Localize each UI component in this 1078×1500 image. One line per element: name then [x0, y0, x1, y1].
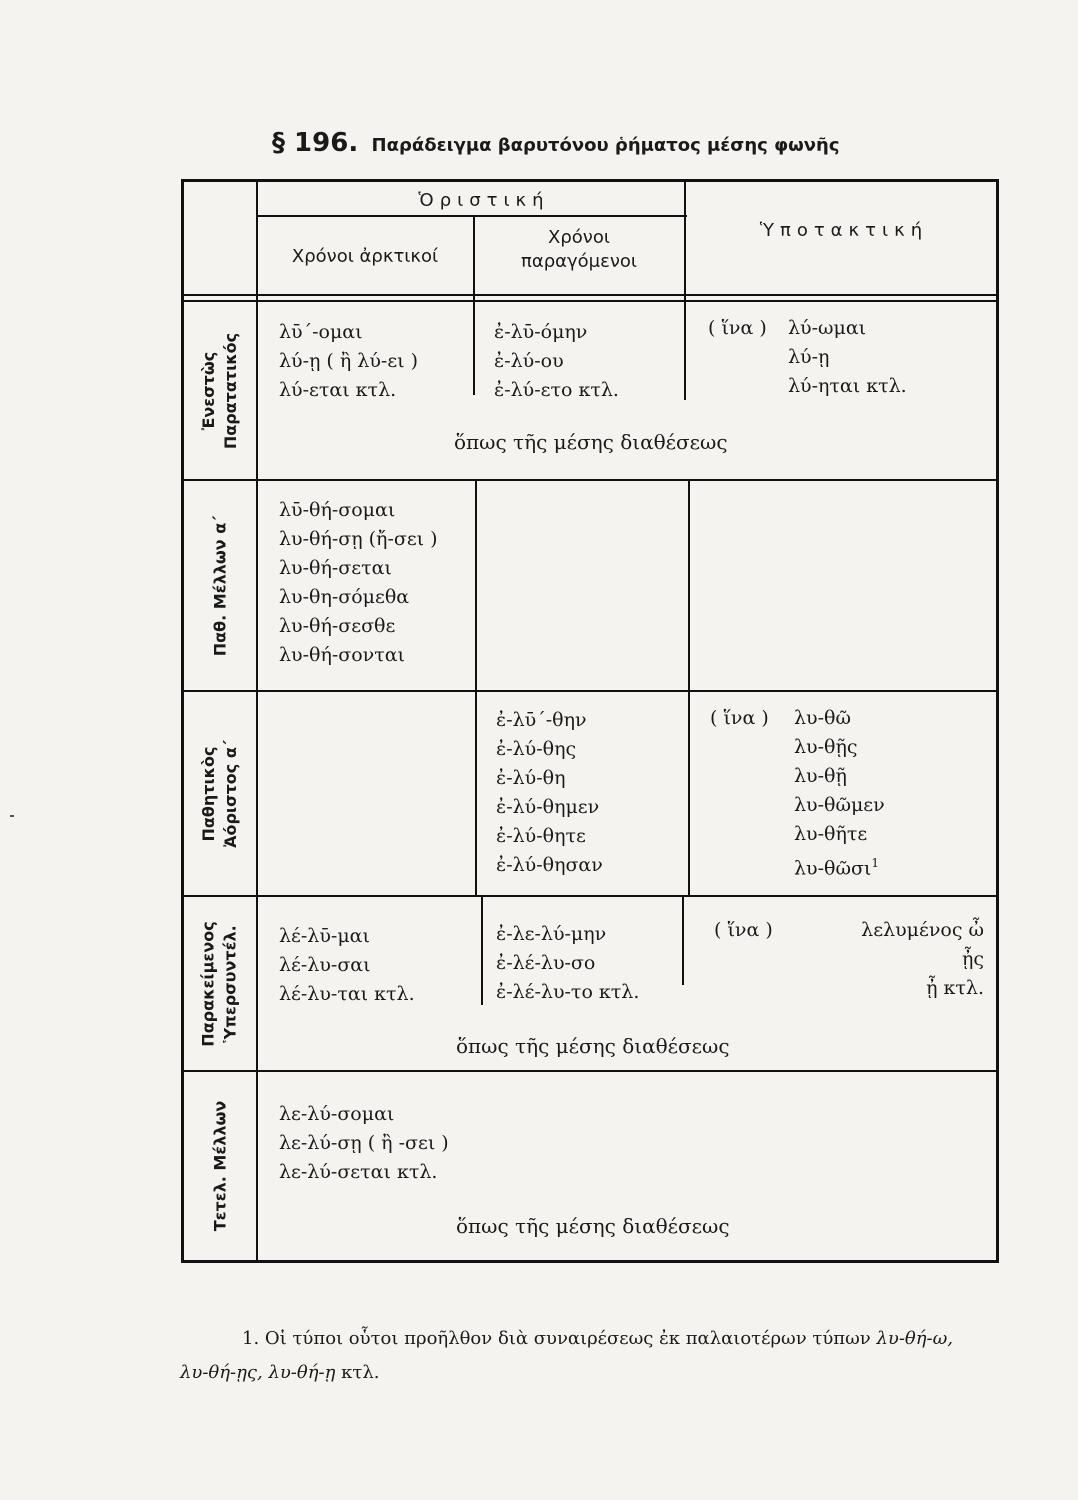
future-perfect-forms: λε-λύ-σομαι λε-λύ-σῃ ( ἢ -σει ) λε-λύ-σεται κτλ. — [279, 1103, 449, 1183]
aorist-indicative-forms: ἐ-λῡ΄-θην ἐ-λύ-θης ἐ-λύ-θη ἐ-λύ-θημεν ἐ-λύ-θητε ἐ-λύ-θησαν — [496, 709, 603, 876]
present-subj-prefix: ( ἵνα ) — [708, 317, 767, 339]
present-subjunctive-forms: λύ-ωμαι λύ-ῃ λύ-ηται κτλ. — [788, 317, 907, 397]
present-note: ὅπως τῆς μέσης διαθέσεως — [454, 430, 728, 454]
present-primary-forms: λῡ΄-ομαι λύ-ῃ ( ἢ λύ-ει ) λύ-εται κτλ. — [279, 321, 419, 401]
header-secondary-tenses-1: Χρόνοι — [548, 227, 610, 248]
future-perfect-note: ὅπως τῆς μέσης διαθέσεως — [456, 1214, 730, 1238]
row-label-aorist: Παθητικὸς Ἀόριστος α΄ — [199, 739, 240, 848]
header-indicative: Ὁριστική — [418, 190, 550, 211]
page-title — [272, 128, 912, 158]
stray-mark — [10, 815, 14, 817]
title-text: Παράδειγμα βαρυτόνου ῥήματος μέσης φωνῆς — [371, 135, 840, 156]
perfect-primary-forms: λέ-λῡ-μαι λέ-λυ-σαι λέ-λυ-ται κτλ. — [279, 925, 415, 1005]
row-label-future-perfect: Τετελ. Μέλλων — [210, 1100, 229, 1232]
aorist-subj-prefix: ( ἵνα ) — [710, 707, 769, 729]
header-primary-tenses: Χρόνοι ἀρκτικοί — [291, 246, 439, 267]
header-subjunctive: Ὑποτακτική — [759, 220, 929, 241]
imperfect-forms: ἐ-λῡ-όμην ἐ-λύ-ου ἐ-λύ-ετο κτλ. — [494, 321, 619, 401]
perfect-note: ὅπως τῆς μέσης διαθέσεως — [456, 1034, 730, 1058]
footnote: 1. Οἱ τύποι οὗτοι προῆλθον διὰ συναιρέσεως ἐκ παλαιοτέρων τύπων λυ-θή-ω, λυ-θή-ῃς, λυ-θή-ῃ κτλ. — [180, 1328, 954, 1383]
conjugation-table — [181, 179, 999, 1263]
footnote-ref: 1 — [871, 856, 880, 870]
aorist-subjunctive-forms: λυ-θῶ λυ-θῇς λυ-θῇ λυ-θῶμεν λυ-θῆτε λυ-θῶσι$^1$ — [794, 707, 885, 880]
header-secondary-tenses-2: παραγόμενοι — [521, 251, 637, 272]
perfect-subjunctive-forms: λελυμένος ὦ ᾖς ᾖ κτλ. — [861, 919, 984, 999]
row-label-future: Παθ. Μέλλων α΄ — [210, 515, 229, 656]
future-primary-forms: λῡ-θή-σομαι λυ-θή-σῃ (ἤ-σει ) λυ-θή-σεται λυ-θη-σόμεθα λυ-θή-σεσθε λυ-θή-σονται — [279, 499, 438, 666]
perfect-subj-prefix: ( ἵνα ) — [714, 919, 773, 941]
row-label-present: Ἐνεστὼς Παρατατικός — [199, 332, 241, 449]
section-number: § 196. — [272, 128, 359, 158]
row-label-perfect: Παρακείμενος Ὑπερσυντέλ. — [199, 920, 241, 1047]
pluperfect-forms: ἐ-λε-λύ-μην ἐ-λέ-λυ-σο ἐ-λέ-λυ-το κτλ. — [496, 923, 640, 1003]
